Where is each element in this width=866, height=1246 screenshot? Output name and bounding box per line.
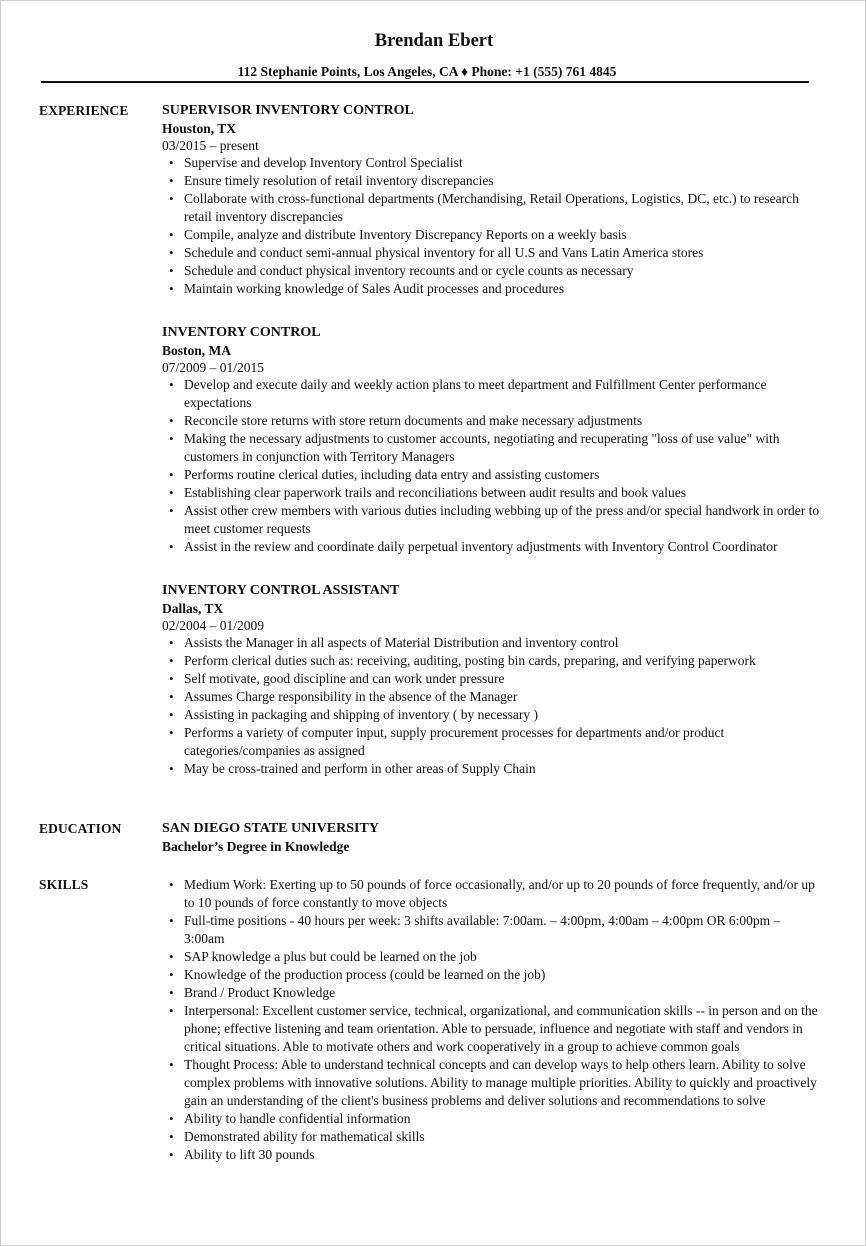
job-dates: 03/2015 – present (162, 138, 259, 153)
list-item: • Reconcile store returns with store return documents and make necessary adjustments (162, 412, 822, 430)
list-item: • Brand / Product Knowledge (162, 984, 822, 1002)
contact-line: 112 Stephanie Points, Los Angeles, CA ♦ Phone: +1 (555) 761 4845 (237, 64, 617, 79)
list-item: • Assumes Charge responsibility in the absence of the Manager (162, 688, 822, 706)
degree: Bachelor’s Degree in Knowledge (162, 839, 350, 854)
list-item: • Ensure timely resolution of retail inventory discrepancies (162, 172, 822, 190)
candidate-name: Brendan Ebert (374, 31, 494, 51)
list-item: • Full-time positions - 40 hours per week: 3 shifts available: 7:00am. – 4:00pm, 4:00am – 4:00pm OR 6:00pm – 3:00am (162, 912, 822, 948)
list-item: • Schedule and conduct semi-annual physical inventory for all U.S and Vans Latin America stores (162, 244, 822, 262)
list-item: • Self motivate, good discipline and can work under pressure (162, 670, 822, 688)
skills-body (162, 876, 822, 1164)
job-entry (162, 582, 822, 778)
list-item: • Medium Work: Exerting up to 50 pounds of force occasionally, and/or up to 20 pounds of force frequently, and/or up to 10 pounds of force constantly to move objects (162, 876, 822, 912)
list-item: • Interpersonal: Excellent customer service, technical, organizational, and communication skills -- in person and on the phone; effective listening and team orientation. Able to persuade, influence and negotiate with staff and vendors in critical situations. Able to motivate others and work cooperatively in a group to achieve common goals (162, 1002, 822, 1056)
list-item: • Thought Process: Able to understand technical concepts and can develop ways to help others learn. Ability to solve complex problems with innovative solutions. Ability to manage multiple priorities. Ability to quickly and proactively gain an understanding of the client's business problems and deliver solutions and recommendations to solve (162, 1056, 822, 1110)
section-label-experience: EXPERIENCE (39, 103, 129, 118)
job-entry (162, 324, 822, 556)
list-item: • Demonstrated ability for mathematical skills (162, 1128, 822, 1146)
job-location: Boston, MA (162, 343, 232, 358)
job-duties-list (162, 376, 822, 556)
list-item: • Ability to handle confidential information (162, 1110, 822, 1128)
list-item: • Perform clerical duties such as: receiving, auditing, posting bin cards, preparing, and verifying paperwork (162, 652, 822, 670)
experience-body (162, 102, 822, 804)
list-item: • Schedule and conduct physical inventory recounts and or cycle counts as necessary (162, 262, 822, 280)
list-item: • Establishing clear paperwork trails and reconciliations between audit results and book values (162, 484, 822, 502)
job-title: INVENTORY CONTROL ASSISTANT (162, 583, 400, 598)
list-item: • Assists the Manager in all aspects of Material Distribution and inventory control (162, 634, 822, 652)
list-item: • Develop and execute daily and weekly action plans to meet department and Fulfillment Center performance expectations (162, 376, 822, 412)
job-duties-list (162, 634, 822, 778)
education-body (162, 820, 822, 855)
header-divider (41, 81, 809, 83)
job-dates: 07/2009 – 01/2015 (162, 360, 265, 375)
section-label-skills: SKILLS (39, 877, 89, 892)
section-label-education: EDUCATION (39, 821, 122, 836)
school-name: SAN DIEGO STATE UNIVERSITY (162, 821, 379, 836)
job-location: Houston, TX (162, 121, 237, 136)
job-title: SUPERVISOR INVENTORY CONTROL (162, 103, 414, 118)
job-title: INVENTORY CONTROL (162, 325, 321, 340)
list-item: • Performs a variety of computer input, supply procurement processes for departments and/or product categories/companies as assigned (162, 724, 822, 760)
list-item: • Maintain working knowledge of Sales Audit processes and procedures (162, 280, 822, 298)
list-item: • Assisting in packaging and shipping of inventory ( by necessary ) (162, 706, 822, 724)
job-location: Dallas, TX (162, 601, 224, 616)
list-item: • Assist in the review and coordinate daily perpetual inventory adjustments with Inventory Control Coordinator (162, 538, 822, 556)
list-item: • Supervise and develop Inventory Control Specialist (162, 154, 822, 172)
list-item: • Performs routine clerical duties, including data entry and assisting customers (162, 466, 822, 484)
job-duties-list (162, 154, 822, 298)
list-item: • Ability to lift 30 pounds (162, 1146, 822, 1164)
list-item: • May be cross-trained and perform in other areas of Supply Chain (162, 760, 822, 778)
list-item: • Assist other crew members with various duties including webbing up of the press and/or special handwork in order to meet customer requests (162, 502, 822, 538)
list-item: • SAP knowledge a plus but could be learned on the job (162, 948, 822, 966)
list-item: • Making the necessary adjustments to customer accounts, negotiating and recuperating "loss of use value" with customers in conjunction with Territory Managers (162, 430, 822, 466)
skills-list (162, 876, 822, 1164)
job-dates: 02/2004 – 01/2009 (162, 618, 265, 633)
job-entry (162, 102, 822, 298)
list-item: • Compile, analyze and distribute Inventory Discrepancy Reports on a weekly basis (162, 226, 822, 244)
list-item: • Collaborate with cross-functional departments (Merchandising, Retail Operations, Logistics, DC, etc.) to research retail inventory discrepancies (162, 190, 822, 226)
list-item: • Knowledge of the production process (could be learned on the job) (162, 966, 822, 984)
